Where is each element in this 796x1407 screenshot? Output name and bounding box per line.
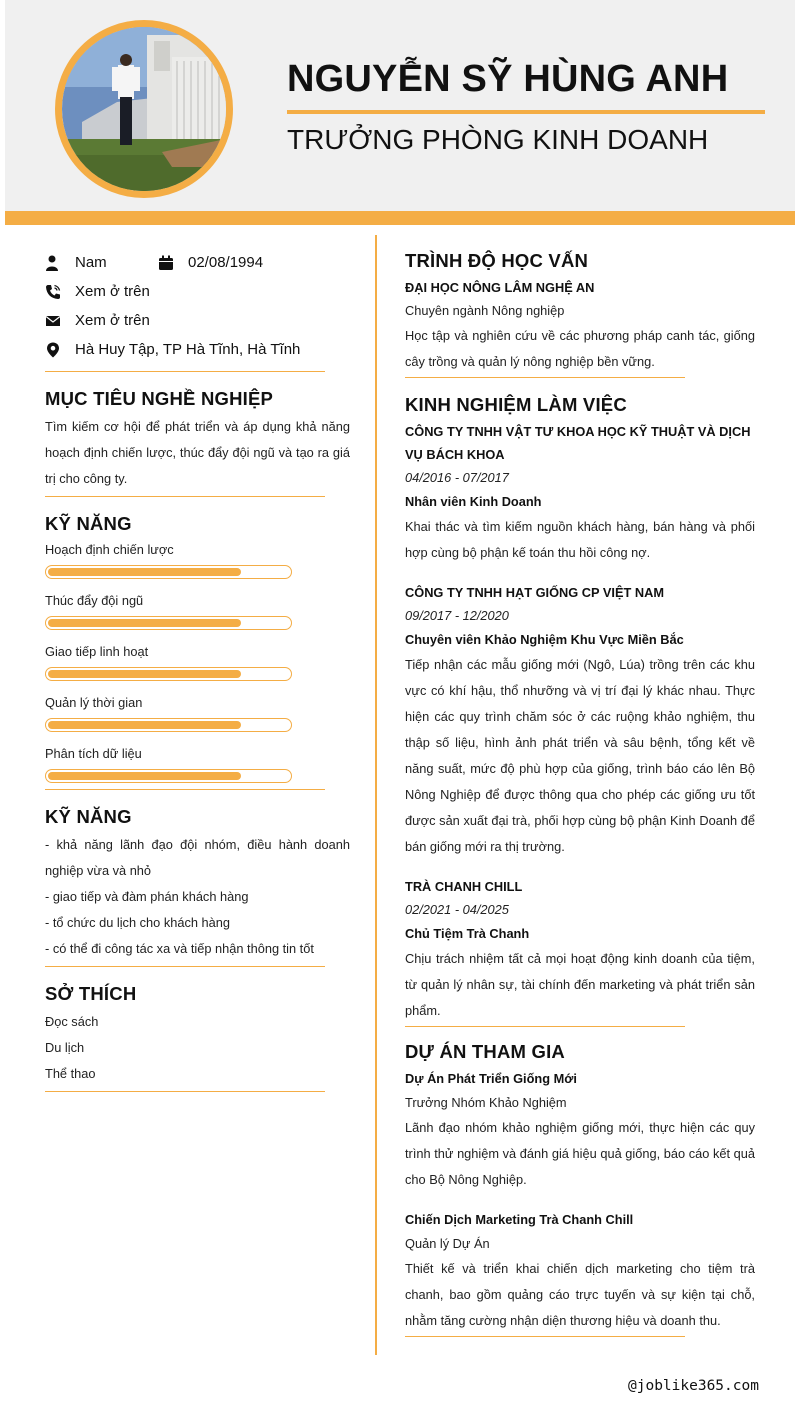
skill-bar-fill [48,568,241,576]
skill-bar-track [45,718,292,732]
gender-value: Nam [75,254,107,271]
skill-item [45,541,350,579]
birthdate-value: 02/08/1994 [188,254,264,271]
skill-item [45,592,350,630]
skill-bar-track [45,616,292,630]
skill-bar-fill [48,772,241,780]
skills-heading: KỸ NĂNG [45,513,132,534]
job-dates: 04/2016 - 07/2017 [405,470,509,485]
name-divider [287,110,765,114]
section-divider [45,966,325,967]
job-desc: Khai thác và tìm kiếm nguồn khách hàng, bán hàng và phối hợp cùng bộ phận kế toán thu hồi công nợ. [405,519,755,560]
project-name: Dự Án Phát Triển Giống Mới [405,1071,577,1086]
objective-text: Tìm kiếm cơ hội để phát triển và áp dụng khả năng hoạch định chiến lược, thúc đẩy đội ngũ và tạo ra giá trị cho công ty. [45,419,350,486]
experience-item [405,581,755,860]
skill-item [45,694,350,732]
company-name: CÔNG TY TNHH VẬT TƯ KHOA HỌC KỸ THUẬT VÀ DỊCH VỤ BÁCH KHOA [405,424,751,462]
address-value: Hà Huy Tập, TP Hà Tĩnh, Hà Tĩnh [75,341,301,358]
job-dates: 02/2021 - 04/2025 [405,902,509,917]
project-role: Trưởng Nhóm Khảo Nghiệm [405,1095,567,1110]
section-divider [405,377,685,378]
hobbies-list [45,1009,350,1087]
skills2-item: - giao tiếp và đàm phán khách hàng [45,889,249,904]
column-divider [375,235,377,1355]
experience-heading: KINH NGHIỆM LÀM VIỆC [405,394,627,415]
skill-bar-fill [48,721,241,729]
phone-icon [45,283,75,301]
education-desc: Học tập và nghiên cứu về các phương pháp canh tác, giống cây trồng và quản lý nông nghiệp bền vững. [405,328,755,369]
project-role: Quản lý Dự Án [405,1236,490,1251]
company-name: TRÀ CHANH CHILL [405,879,523,894]
job-desc: Chịu trách nhiệm tất cả mọi hoạt động kinh doanh của tiệm, từ quản lý nhân sự, tài chính đến marketing và phát triển sản phẩm. [405,951,755,1018]
hobby-item: Du lịch [45,1040,85,1055]
skill-label: Thúc đẩy đội ngũ [45,593,144,608]
skills2-item: - khả năng lãnh đạo đội nhóm, điều hành doanh nghiệp vừa và nhỏ [45,837,350,878]
project-desc: Thiết kế và triển khai chiến dịch marketing cho tiệm trà chanh, bao gồm quảng cáo trực tuyến và sự kiện tại chỗ, nhằm tăng cường nhận diện thương hiệu và doanh thu. [405,1261,755,1328]
skill-bar-fill [48,619,241,627]
skill-item [45,643,350,681]
project-item [405,1208,755,1334]
left-column [45,248,350,1092]
envelope-icon [45,312,75,330]
hobby-item: Đọc sách [45,1014,99,1029]
contact-row-phone [45,277,350,306]
experience-item [405,420,755,566]
hobbies-heading: SỞ THÍCH [45,983,137,1004]
section-divider [45,789,325,790]
contact-row-email [45,306,350,335]
education-heading: TRÌNH ĐỘ HỌC VẤN [405,250,589,271]
contact-row-address [45,335,350,364]
skill-label: Quản lý thời gian [45,695,143,710]
skill-label: Giao tiếp linh hoạt [45,644,149,659]
person-icon [45,254,75,272]
section-divider [405,1026,685,1027]
skills2-item: - tổ chức du lịch cho khách hàng [45,915,230,930]
section-divider [45,1091,325,1092]
avatar-photo [62,27,226,191]
projects-heading: DỰ ÁN THAM GIA [405,1041,565,1062]
header-accent-bar [5,211,795,225]
skill-bar-track [45,769,292,783]
avatar [55,20,233,198]
job-role: Nhân viên Kinh Doanh [405,494,542,509]
calendar-icon [158,254,188,272]
job-role: Chuyên viên Khảo Nghiệm Khu Vực Miền Bắc [405,632,684,647]
skill-label: Hoạch định chiến lược [45,542,174,557]
experience-item [405,875,755,1024]
school-name: ĐẠI HỌC NÔNG LÂM NGHỆ AN [405,280,595,295]
project-desc: Lãnh đạo nhóm khảo nghiệm giống mới, thực hiện các quy trình thử nghiệm và đánh giá hiệu quả giống, báo cáo kết quả cho Bộ Nông Nghiệp. [405,1120,755,1187]
skills2-item: - có thể đi công tác xa và tiếp nhận thông tin tốt [45,941,314,956]
skill-bar-fill [48,670,241,678]
company-name: CÔNG TY TNHH HẠT GIỐNG CP VIỆT NAM [405,585,665,600]
map-pin-icon [45,341,75,359]
right-column [405,250,755,1337]
project-item [405,1067,755,1193]
skill-label: Phân tích dữ liệu [45,746,142,761]
skill-item [45,745,350,783]
phone-value: Xem ở trên [75,283,150,300]
skill-bar-list [45,541,350,783]
job-dates: 09/2017 - 12/2020 [405,608,509,623]
watermark: @joblike365.com [628,1378,759,1394]
job-title: TRƯỞNG PHÒNG KINH DOANH [287,124,709,155]
skill-bar-track [45,565,292,579]
hobby-item: Thể thao [45,1066,96,1081]
project-name: Chiến Dịch Marketing Trà Chanh Chill [405,1212,634,1227]
skill-bar-track [45,667,292,681]
candidate-name: NGUYỄN SỸ HÙNG ANH [287,58,729,100]
contact-row-gender-birthdate [45,248,350,277]
job-role: Chủ Tiệm Trà Chanh [405,926,530,941]
section-divider [405,1336,685,1337]
skills2-heading: KỸ NĂNG [45,806,132,827]
section-divider [45,371,325,372]
job-desc: Tiếp nhận các mẫu giống mới (Ngô, Lúa) trồng trên các khu vực có khí hậu, thổ nhưỡng và vị trí đại lý khác nhau. Thực hiện các quy trình chăm sóc ở các ruộng khảo nghiệm, thu thập số liệu, hình ảnh phát triển và sâu bệnh, tổng kết về năng suất, mức độ phù hợp của giống, trình báo cáo lên Bộ Nông Nghiệp để được thông qua cho phép các giống ưu tốt được sản xuất đại trà, phối hợp cùng bộ phận Kinh Doanh để bán giống mới ra thị trường. [405,657,755,854]
objective-heading: MỤC TIÊU NGHỀ NGHIỆP [45,388,274,409]
email-value: Xem ở trên [75,312,150,329]
major: Chuyên ngành Nông nghiệp [405,303,565,318]
skills2-list [45,832,350,962]
section-divider [45,496,325,497]
